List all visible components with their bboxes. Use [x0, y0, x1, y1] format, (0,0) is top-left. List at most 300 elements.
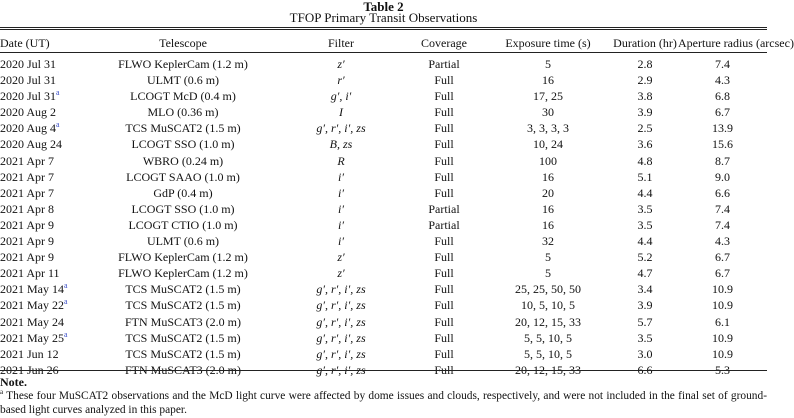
cell-aperture-text: 6.1	[715, 314, 730, 329]
cell-filter-text: i′	[338, 217, 344, 232]
cell-date-text: 2020 Jul 31	[0, 57, 57, 71]
cell-coverage	[404, 185, 484, 201]
cell-duration	[612, 53, 678, 72]
cell-date	[0, 72, 88, 88]
table-row	[0, 72, 767, 88]
cell-exposure	[484, 281, 612, 297]
cell-coverage	[404, 153, 484, 169]
cell-duration	[612, 120, 678, 136]
cell-aperture	[678, 185, 767, 201]
cell-duration-text: 6.6	[637, 362, 653, 377]
cell-aperture-text: 10.9	[712, 330, 733, 345]
cell-aperture-text: 15.6	[712, 137, 733, 152]
table-row	[0, 314, 767, 330]
cell-exposure-text: 20, 12, 15, 33	[515, 314, 581, 329]
cell-duration	[612, 185, 678, 201]
table-row	[0, 201, 767, 217]
footnote-ref: a	[56, 120, 60, 130]
cell-duration-text: 5.1	[637, 169, 653, 184]
cell-telescope-text: FTN MuSCAT3 (2.0 m)	[124, 362, 241, 377]
cell-telescope	[88, 330, 278, 346]
cell-aperture	[678, 88, 767, 104]
cell-exposure	[484, 265, 612, 281]
cell-coverage-text: Full	[434, 314, 454, 329]
cell-coverage-text: Full	[434, 73, 454, 88]
table-row	[0, 217, 767, 233]
cell-telescope	[88, 53, 278, 72]
table-row	[0, 136, 767, 152]
cell-coverage-text: Full	[434, 266, 454, 281]
cell-aperture-text: 6.8	[715, 89, 730, 104]
cell-date-text: 2021 May 22	[0, 298, 64, 313]
cell-date	[0, 297, 88, 313]
cell-telescope	[88, 169, 278, 185]
cell-telescope-text: TCS MuSCAT2 (1.5 m)	[125, 121, 241, 136]
cell-telescope-text: WBRO (0.24 m)	[142, 153, 224, 168]
cell-exposure-text: 10, 5, 10, 5	[521, 298, 575, 313]
table-row	[0, 88, 767, 104]
cell-date	[0, 201, 88, 217]
cell-exposure	[484, 297, 612, 313]
cell-telescope	[88, 281, 278, 297]
cell-telescope-text: TCS MuSCAT2 (1.5 m)	[125, 298, 241, 313]
cell-exposure	[484, 346, 612, 362]
cell-coverage	[404, 297, 484, 313]
cell-exposure	[484, 120, 612, 136]
cell-filter	[278, 104, 404, 120]
cell-duration-text: 2.5	[637, 121, 653, 136]
cell-exposure-text: 3, 3, 3, 3	[527, 121, 569, 136]
cell-telescope-text: TCS MuSCAT2 (1.5 m)	[125, 330, 241, 345]
cell-aperture-text: 8.7	[715, 153, 730, 168]
cell-aperture	[678, 330, 767, 346]
cell-date	[0, 217, 88, 233]
cell-exposure-text: 100	[539, 153, 557, 168]
cell-date-text: 2021 May 25	[0, 330, 64, 345]
note-label: Note.	[0, 375, 27, 389]
cell-exposure-text: 16	[542, 201, 554, 216]
cell-telescope-text: LCOGT McD (0.4 m)	[130, 89, 236, 104]
table-row	[0, 104, 767, 120]
cell-exposure	[484, 249, 612, 265]
cell-exposure-text: 25, 25, 50, 50	[515, 282, 581, 297]
cell-exposure-text: 17, 25	[533, 89, 563, 104]
cell-date-text: 2021 Apr 7	[0, 153, 54, 168]
cell-duration-text: 4.4	[637, 234, 653, 249]
cell-telescope	[88, 249, 278, 265]
cell-date	[0, 249, 88, 265]
cell-date	[0, 233, 88, 249]
table-row	[0, 185, 767, 201]
column-header-exposure: Exposure time (s)	[505, 35, 591, 50]
cell-duration	[612, 297, 678, 313]
cell-aperture-text: 13.9	[712, 121, 733, 136]
cell-filter	[278, 88, 404, 104]
cell-coverage	[404, 346, 484, 362]
cell-exposure-text: 20, 12, 15, 33	[515, 362, 581, 377]
cell-duration	[612, 346, 678, 362]
cell-coverage-text: Full	[434, 185, 454, 200]
column-header-aperture: Aperture radius (arcsec)	[678, 35, 794, 50]
cell-date	[0, 281, 88, 297]
cell-filter-text: z′	[337, 57, 345, 71]
cell-aperture	[678, 297, 767, 313]
cell-exposure	[484, 314, 612, 330]
cell-coverage-text: Full	[434, 105, 454, 120]
cell-filter	[278, 249, 404, 265]
cell-coverage	[404, 314, 484, 330]
top-rule	[0, 27, 767, 28]
cell-exposure	[484, 136, 612, 152]
table-row	[0, 281, 767, 297]
cell-aperture	[678, 136, 767, 152]
cell-filter	[278, 297, 404, 313]
cell-filter	[278, 265, 404, 281]
cell-exposure-text: 32	[542, 234, 554, 249]
footnote-ref: a	[64, 281, 68, 291]
cell-filter	[278, 153, 404, 169]
table-row	[0, 297, 767, 313]
cell-telescope-text: LCOGT SAAO (1.0 m)	[126, 169, 240, 184]
cell-aperture-text: 7.4	[715, 201, 730, 216]
cell-aperture-text: 6.7	[715, 105, 730, 120]
table-row	[0, 153, 767, 169]
cell-filter-text: B, zs	[329, 137, 353, 152]
cell-coverage-text: Full	[434, 346, 454, 361]
cell-filter-text: z′	[337, 266, 345, 281]
column-header-telescope: Telescope	[159, 35, 207, 50]
top-rule-second	[0, 29, 767, 30]
cell-telescope-text: FTN MuSCAT3 (2.0 m)	[124, 314, 241, 329]
cell-coverage-text: Full	[434, 234, 454, 249]
cell-aperture	[678, 249, 767, 265]
cell-aperture-text: 6.7	[715, 250, 730, 265]
footnote-ref: a	[64, 297, 68, 307]
cell-coverage	[404, 136, 484, 152]
cell-telescope-text: FLWO KeplerCam (1.2 m)	[118, 266, 248, 281]
cell-aperture-text: 4.3	[715, 234, 730, 249]
cell-aperture	[678, 120, 767, 136]
cell-duration	[612, 169, 678, 185]
cell-exposure	[484, 201, 612, 217]
cell-filter	[278, 72, 404, 88]
cell-duration-text: 3.5	[637, 201, 653, 216]
cell-filter	[278, 330, 404, 346]
cell-duration-text: 3.0	[637, 346, 653, 361]
cell-filter-text: z′	[337, 250, 345, 265]
cell-telescope	[88, 104, 278, 120]
cell-duration-text: 2.9	[637, 73, 653, 88]
cell-aperture-text: 10.9	[712, 298, 733, 313]
cell-coverage-text: Full	[434, 169, 454, 184]
cell-telescope-text: LCOGT SSO (1.0 m)	[131, 137, 235, 152]
cell-date-text: 2020 Aug 24	[0, 137, 63, 152]
cell-duration	[612, 153, 678, 169]
cell-filter	[278, 136, 404, 152]
cell-telescope	[88, 136, 278, 152]
cell-coverage	[404, 233, 484, 249]
cell-coverage	[404, 217, 484, 233]
cell-exposure-text: 30	[542, 105, 554, 120]
cell-duration-text: 3.6	[637, 137, 653, 152]
cell-duration-text: 4.7	[637, 266, 653, 281]
table-label: Table 2	[363, 0, 404, 14]
cell-filter-text: g′, r′, i′, zs	[316, 282, 366, 297]
cell-coverage-text: Full	[434, 298, 454, 313]
footnote-marker: a	[0, 388, 4, 397]
cell-date-text: 2021 Apr 7	[0, 185, 54, 200]
column-header-date: Date (UT)	[0, 35, 50, 50]
cell-exposure-text: 5, 5, 10, 5	[524, 330, 572, 345]
cell-coverage-text: Full	[434, 137, 454, 152]
cell-coverage	[404, 265, 484, 281]
cell-date	[0, 169, 88, 185]
column-header-filter: Filter	[328, 35, 354, 50]
cell-duration	[612, 104, 678, 120]
cell-exposure	[484, 185, 612, 201]
cell-aperture-text: 10.9	[712, 282, 733, 297]
cell-filter-text: i′	[338, 234, 344, 249]
cell-filter-text: g′, i′	[330, 89, 352, 104]
cell-duration-text: 2.8	[637, 57, 653, 71]
cell-aperture-text: 6.6	[715, 185, 730, 200]
cell-aperture-text: 6.7	[715, 266, 730, 281]
cell-duration	[612, 249, 678, 265]
cell-exposure	[484, 233, 612, 249]
cell-date-text: 2020 Aug 4	[0, 121, 57, 136]
cell-aperture	[678, 265, 767, 281]
footnote	[0, 389, 767, 417]
cell-date-text: 2021 Apr 8	[0, 201, 54, 216]
cell-exposure	[484, 330, 612, 346]
cell-exposure-text: 16	[542, 217, 554, 232]
table-row	[0, 169, 767, 185]
cell-date-text: 2020 Aug 2	[0, 105, 57, 120]
header-rule	[0, 52, 767, 53]
cell-telescope-text: LCOGT CTIO (1.0 m)	[128, 217, 238, 232]
cell-duration-text: 3.5	[637, 330, 653, 345]
cell-telescope	[88, 201, 278, 217]
cell-date	[0, 104, 88, 120]
cell-telescope-text: MLO (0.36 m)	[147, 105, 219, 120]
cell-date-text: 2020 Jul 31	[0, 73, 57, 88]
cell-date	[0, 330, 88, 346]
cell-date	[0, 314, 88, 330]
table-row	[0, 330, 767, 346]
cell-telescope-text: FLWO KeplerCam (1.2 m)	[118, 250, 248, 265]
cell-coverage	[404, 88, 484, 104]
cell-filter-text: I	[339, 105, 343, 120]
cell-duration	[612, 217, 678, 233]
cell-filter-text: g′, r′, i′, zs	[316, 121, 366, 136]
cell-date	[0, 53, 88, 72]
cell-coverage-text: Full	[434, 330, 454, 345]
cell-coverage	[404, 249, 484, 265]
cell-telescope-text: LCOGT SSO (1.0 m)	[131, 201, 235, 216]
cell-coverage	[404, 53, 484, 72]
cell-filter-text: g′, r′, i′, zs	[316, 330, 366, 345]
cell-exposure	[484, 53, 612, 72]
cell-date-text: 2021 May 14	[0, 282, 64, 297]
cell-aperture-text: 10.9	[712, 346, 733, 361]
cell-telescope	[88, 88, 278, 104]
cell-filter	[278, 201, 404, 217]
column-header-duration: Duration (hr)	[613, 35, 677, 50]
cell-telescope	[88, 217, 278, 233]
cell-duration	[612, 72, 678, 88]
table-row	[0, 249, 767, 265]
cell-date-text: 2020 Jul 31	[0, 89, 57, 104]
cell-date-text: 2021 May 24	[0, 314, 64, 329]
cell-duration	[612, 265, 678, 281]
cell-duration-text: 3.4	[637, 282, 653, 297]
cell-coverage	[404, 330, 484, 346]
cell-coverage	[404, 104, 484, 120]
cell-filter-text: g′, r′, i′, zs	[316, 346, 366, 361]
table-body	[0, 53, 767, 378]
cell-aperture	[678, 233, 767, 249]
table-row	[0, 120, 767, 136]
cell-telescope	[88, 72, 278, 88]
footnote-ref: a	[64, 329, 68, 339]
cell-duration	[612, 88, 678, 104]
cell-duration-text: 3.5	[637, 217, 653, 232]
cell-exposure-text: 16	[542, 169, 554, 184]
cell-coverage-text: Partial	[428, 57, 460, 71]
cell-exposure	[484, 217, 612, 233]
cell-filter-text: g′, r′, i′, zs	[316, 298, 366, 313]
cell-date	[0, 88, 88, 104]
cell-aperture-text: 4.3	[715, 73, 730, 88]
cell-aperture-text: 7.4	[715, 217, 730, 232]
table-row	[0, 53, 767, 72]
cell-telescope-text: FLWO KeplerCam (1.2 m)	[118, 57, 248, 71]
column-header-coverage: Coverage	[421, 35, 467, 50]
cell-exposure-text: 10, 24	[533, 137, 563, 152]
cell-duration	[612, 314, 678, 330]
cell-telescope	[88, 120, 278, 136]
cell-aperture	[678, 153, 767, 169]
cell-filter-text: r′	[337, 73, 345, 88]
cell-aperture	[678, 314, 767, 330]
cell-date-text: 2021 Apr 7	[0, 169, 54, 184]
cell-coverage-text: Full	[434, 153, 454, 168]
cell-aperture	[678, 281, 767, 297]
cell-aperture	[678, 72, 767, 88]
cell-exposure	[484, 153, 612, 169]
cell-telescope	[88, 185, 278, 201]
cell-date	[0, 346, 88, 362]
cell-exposure	[484, 104, 612, 120]
cell-coverage-text: Full	[434, 282, 454, 297]
cell-telescope-text: ULMT (0.6 m)	[146, 234, 220, 249]
cell-coverage	[404, 120, 484, 136]
cell-filter-text: g′, r′, i′, zs	[316, 362, 366, 377]
cell-duration	[612, 233, 678, 249]
cell-exposure-text: 20	[542, 185, 554, 200]
cell-duration-text: 5.2	[637, 250, 653, 265]
cell-date	[0, 185, 88, 201]
cell-telescope	[88, 297, 278, 313]
cell-aperture	[678, 53, 767, 72]
cell-duration-text: 3.9	[637, 105, 653, 120]
cell-coverage-text: Full	[434, 121, 454, 136]
cell-duration-text: 3.9	[637, 298, 653, 313]
table-row	[0, 346, 767, 362]
cell-duration-text: 5.7	[637, 314, 653, 329]
cell-exposure-text: 5, 5, 10, 5	[524, 346, 572, 361]
cell-duration-text: 4.8	[637, 153, 653, 168]
cell-coverage-text: Full	[434, 89, 454, 104]
table-caption: TFOP Primary Transit Observations	[289, 10, 478, 25]
cell-aperture-text: 9.0	[715, 169, 730, 184]
table-row	[0, 265, 767, 281]
cell-aperture	[678, 217, 767, 233]
cell-filter	[278, 314, 404, 330]
cell-date-text: 2021 Jun 12	[0, 346, 59, 361]
cell-date-text: 2021 Jun 26	[0, 362, 59, 377]
cell-coverage-text: Full	[434, 362, 454, 377]
cell-exposure	[484, 72, 612, 88]
cell-exposure	[484, 169, 612, 185]
cell-coverage	[404, 169, 484, 185]
cell-telescope	[88, 265, 278, 281]
cell-telescope	[88, 233, 278, 249]
cell-coverage-text: Partial	[428, 217, 460, 232]
cell-filter	[278, 281, 404, 297]
cell-telescope	[88, 153, 278, 169]
cell-date-text: 2021 Apr 9	[0, 250, 54, 265]
cell-filter	[278, 53, 404, 72]
cell-duration-text: 4.4	[637, 185, 653, 200]
cell-duration	[612, 281, 678, 297]
table-row	[0, 233, 767, 249]
cell-coverage	[404, 281, 484, 297]
cell-duration	[612, 330, 678, 346]
cell-exposure-text: 5	[545, 266, 551, 281]
footnote-text: These four MuSCAT2 observations and the McD light curve were affected by dome issues and clouds, respectively, and were not included in the final set of ground-based light curves analyzed in this paper.	[0, 390, 767, 416]
cell-exposure	[484, 88, 612, 104]
cell-aperture-text: 5.3	[715, 362, 730, 377]
cell-filter	[278, 346, 404, 362]
cell-telescope	[88, 314, 278, 330]
cell-filter-text: R	[337, 153, 345, 168]
cell-filter	[278, 185, 404, 201]
cell-aperture	[678, 104, 767, 120]
bottom-rule	[0, 370, 767, 371]
cell-telescope-text: ULMT (0.6 m)	[146, 73, 220, 88]
cell-telescope-text: TCS MuSCAT2 (1.5 m)	[125, 282, 241, 297]
cell-filter	[278, 120, 404, 136]
cell-coverage-text: Partial	[428, 201, 460, 216]
cell-aperture	[678, 346, 767, 362]
cell-duration-text: 3.8	[637, 89, 653, 104]
cell-date-text: 2021 Apr 9	[0, 217, 54, 232]
cell-telescope-text: TCS MuSCAT2 (1.5 m)	[125, 346, 241, 361]
cell-date-text: 2021 Apr 11	[0, 266, 60, 281]
cell-aperture	[678, 201, 767, 217]
cell-filter-text: g′, r′, i′, zs	[316, 314, 366, 329]
cell-date	[0, 136, 88, 152]
cell-aperture	[678, 169, 767, 185]
cell-exposure-text: 5	[545, 250, 551, 265]
cell-filter	[278, 169, 404, 185]
cell-filter-text: i′	[338, 185, 344, 200]
cell-coverage	[404, 201, 484, 217]
cell-filter-text: i′	[338, 169, 344, 184]
cell-filter-text: i′	[338, 201, 344, 216]
header-row	[0, 32, 767, 53]
